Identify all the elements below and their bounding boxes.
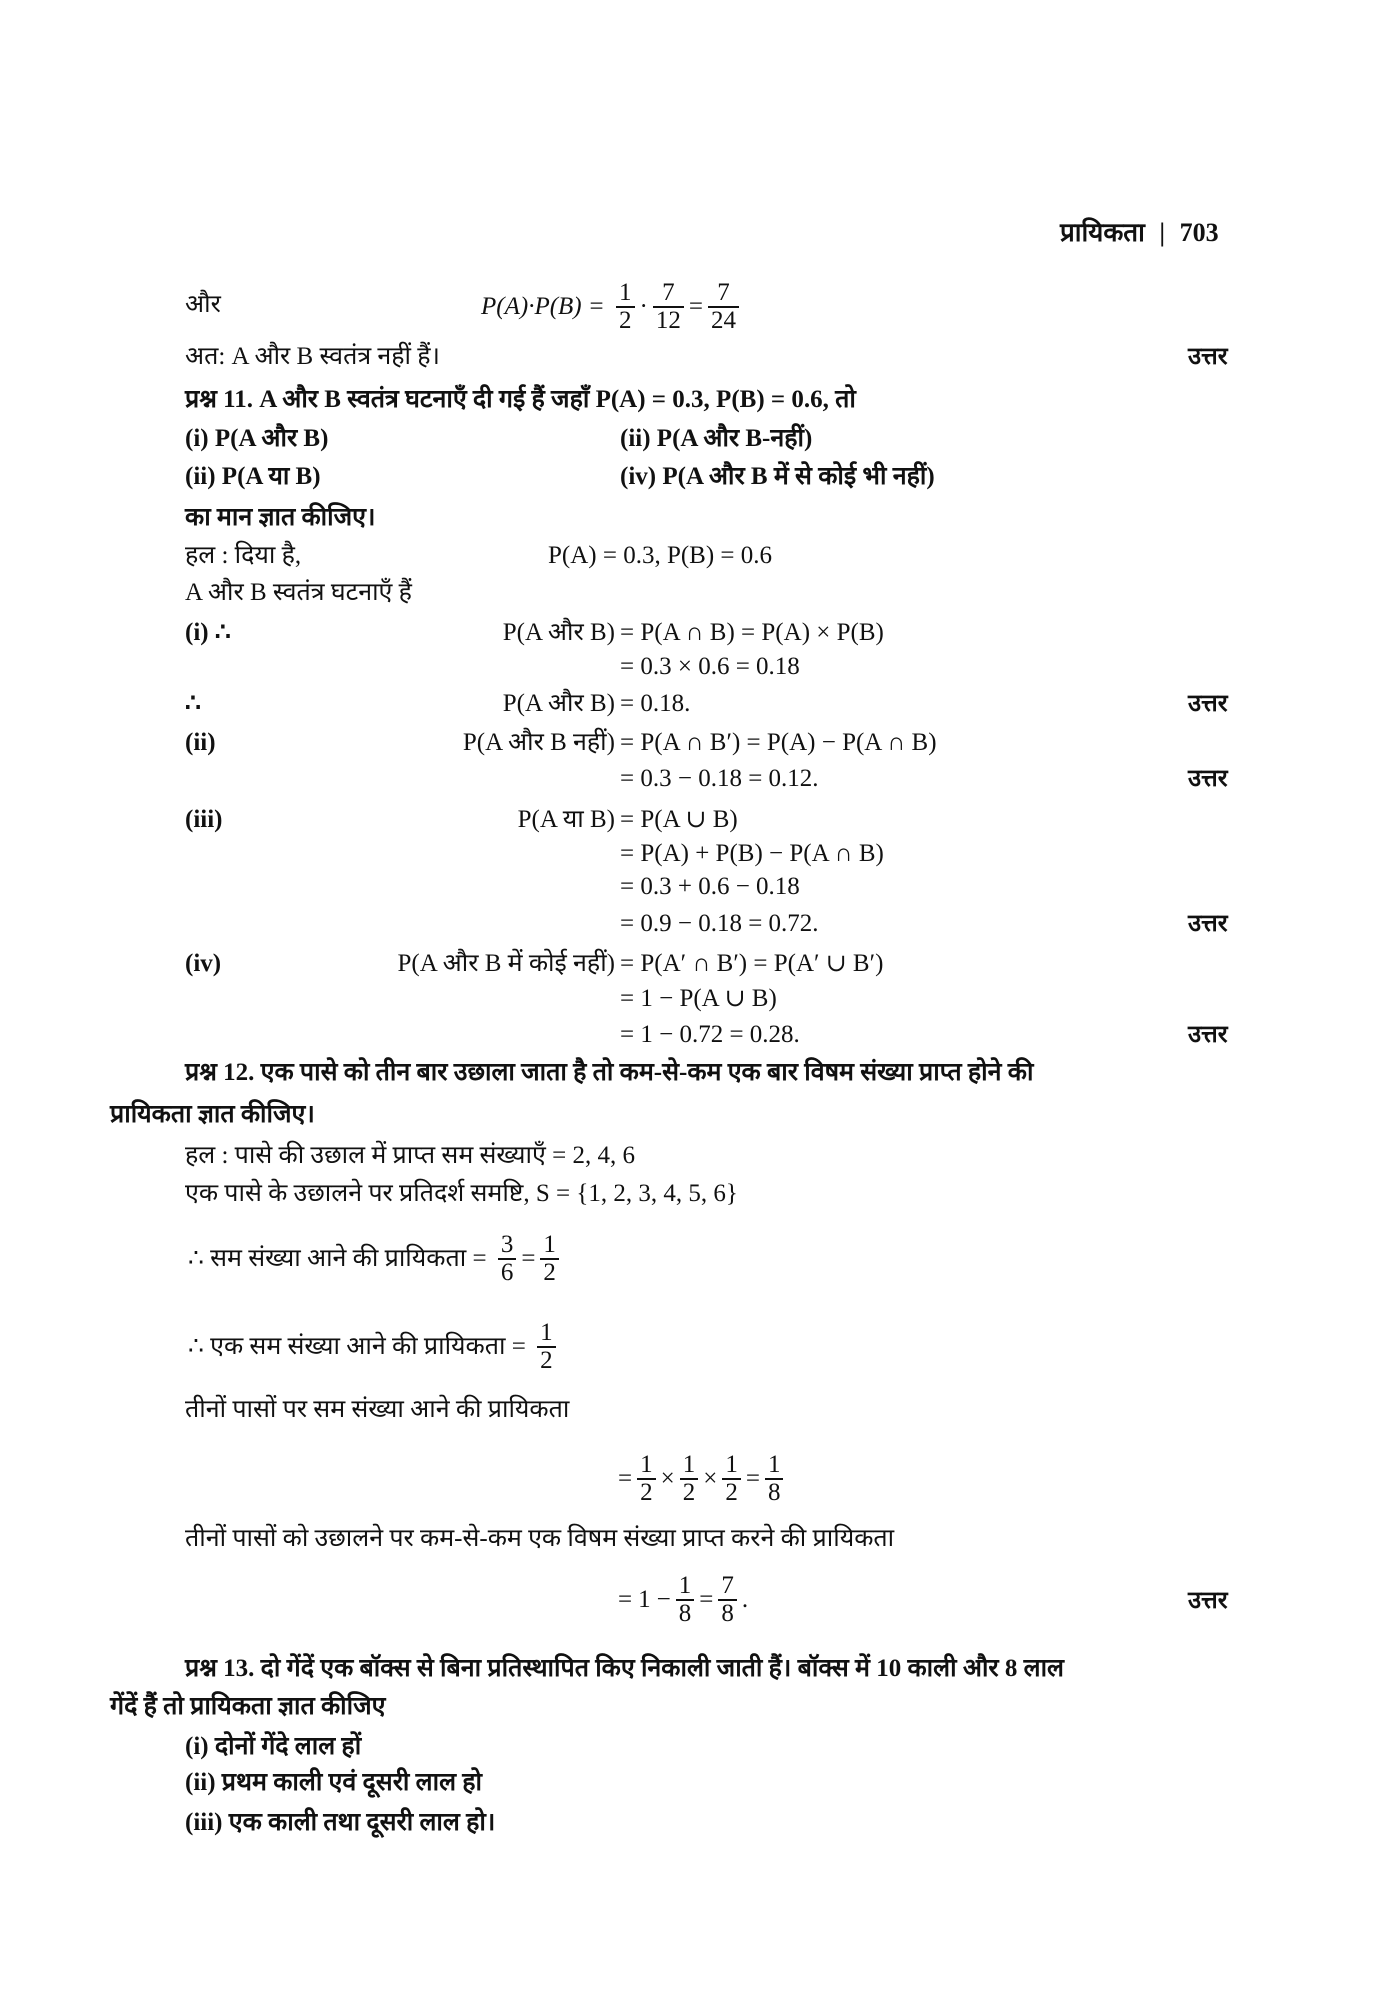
fraction: $\frac{1}{8}$ <box>765 1452 784 1506</box>
prev-and-label: और <box>185 291 221 318</box>
q13-title-line1: प्रश्न 13. दो गेंदें एक बॉक्स से बिना प्रतिस्थापित किए निकाली जाती हैं। बॉक्स में 10 काली और 8 लाल <box>185 1655 1065 1682</box>
step-rhs: = 0.3 + 0.6 − 0.18 <box>620 873 800 900</box>
step-tag: (iv) <box>185 950 222 977</box>
answer-label: उत्तर <box>1188 691 1228 717</box>
fraction: $\frac{3}{6}$ <box>498 1232 517 1286</box>
q11-part-iii: (ii) P(A या B) <box>185 463 321 490</box>
step-tag: (i) ∴ <box>185 619 231 646</box>
header-separator: | <box>1159 218 1166 247</box>
q11-solution-label: हल : दिया है, <box>185 542 302 569</box>
step-rhs: = 0.3 − 0.18 = 0.12. <box>620 765 819 792</box>
q11-part-i: (i) P(A और B) <box>185 425 329 452</box>
q12-final-result: = 1 − $\frac{1}{8}$ = $\frac{7}{8}$ . <box>618 1572 749 1627</box>
prev-product-equation: P(A)·P(B) = $\frac{1}{2}$ · $\frac{7}{12}$ = $\frac{7}{24}$ <box>478 280 741 334</box>
answer-label: उत्तर <box>1188 766 1228 792</box>
fraction: $\frac{1}{2}$ <box>537 1320 556 1374</box>
q12-one-even-probability <box>185 1320 558 1374</box>
q13-part-ii: (ii) प्रथम काली एवं दूसरी लाल हो <box>185 1769 483 1796</box>
q13-part-iii: (iii) एक काली तथा दूसरी लाल हो। <box>185 1809 496 1836</box>
q12-at-least-odd-label: तीनों पासों को उछालने पर कम-से-कम एक विषम संख्या प्राप्त करने की प्रायिकता <box>185 1525 895 1552</box>
step-tag: ∴ <box>185 690 201 717</box>
answer-label: उत्तर <box>1188 1022 1228 1048</box>
q11-independent-note: A और B स्वतंत्र घटनाएँ हैं <box>185 579 412 606</box>
step-tag: (iii) <box>185 806 223 833</box>
fraction: $\frac{1}{2}$ <box>722 1452 741 1506</box>
step-rhs: = 0.3 × 0.6 = 0.18 <box>620 653 800 680</box>
q12-all-even-product: = $\frac{1}{2}$ × $\frac{1}{2}$ × $\frac{1}{2}$ = $\frac{1}{8}$ <box>615 1452 785 1506</box>
fraction: $\frac{1}{8}$ <box>676 1573 695 1627</box>
q13-title-line2: गेंदें हैं तो प्रायिकता ज्ञात कीजिए <box>110 1693 386 1720</box>
chapter-title: प्रायिकता <box>1060 218 1145 247</box>
answer-label: उत्तर <box>1188 1588 1228 1614</box>
step-lhs: P(A और B) <box>502 690 615 717</box>
answer-label: उत्तर <box>1188 344 1228 370</box>
q12-solution-line2: एक पासे के उछालने पर प्रतिदर्श समष्टि, S = {1, 2, 3, 4, 5, 6} <box>185 1180 738 1207</box>
q12-solution-line1: हल : पासे की उछाल में प्राप्त सम संख्याएँ = 2, 4, 6 <box>185 1142 635 1169</box>
step-rhs: = 1 − 0.72 = 0.28. <box>620 1021 800 1048</box>
step-rhs: = P(A) + P(B) − P(A ∩ B) <box>620 840 884 867</box>
q11-part-ii: (ii) P(A और B-नहीं) <box>620 425 813 452</box>
q13-part-i: (i) दोनों गेंदे लाल हों <box>185 1733 362 1760</box>
step-rhs: = P(A ∪ B) <box>620 806 738 833</box>
step-rhs: = P(A ∩ B) = P(A) × P(B) <box>620 619 884 646</box>
step-rhs: = 0.9 − 0.18 = 0.72. <box>620 910 819 937</box>
q12-title-line2: प्रायिकता ज्ञात कीजिए। <box>110 1101 315 1128</box>
step-lhs: P(A या B) <box>517 806 615 833</box>
fraction: $\frac{1}{2}$ <box>680 1452 699 1506</box>
step-lhs: P(A और B) <box>502 619 615 646</box>
equation-lhs: P(A)·P(B) = <box>481 293 605 320</box>
fraction: $\frac{1}{2}$ <box>637 1452 656 1506</box>
step-tag: (ii) <box>185 729 216 756</box>
fraction: $\frac{7}{8}$ <box>718 1573 737 1627</box>
q12-even-probability: ∴ सम संख्या आने की प्रायिकता = $\frac{3}{6}$ = $\frac{1}{2}$ <box>185 1232 561 1286</box>
step-rhs: = 0.18. <box>620 690 691 717</box>
label: ∴ सम संख्या आने की प्रायिकता = <box>188 1245 487 1272</box>
fraction: $\frac{1}{2}$ <box>616 280 635 334</box>
step-rhs: = P(A′ ∩ B′) = P(A′ ∪ B′) <box>620 950 884 977</box>
q11-title: प्रश्न 11. A और B स्वतंत्र घटनाएँ दी गई हैं जहाँ P(A) = 0.3, P(B) = 0.6, तो <box>185 386 856 413</box>
step-lhs: P(A और B में कोई नहीं) <box>397 950 615 977</box>
q12-title-line1: प्रश्न 12. एक पासे को तीन बार उछाला जाता है तो कम-से-कम एक बार विषम संख्या प्राप्त होने की <box>185 1059 1034 1086</box>
fraction: $\frac{7}{12}$ <box>653 280 684 334</box>
q12-all-even-label: तीनों पासों पर सम संख्या आने की प्रायिकता <box>185 1396 570 1423</box>
prev-conclusion: अत: A और B स्वतंत्र नहीं हैं। <box>185 343 440 370</box>
q11-ask: का मान ज्ञात कीजिए। <box>185 504 376 531</box>
running-header <box>1060 218 1219 248</box>
step-lhs: P(A और B नहीं) <box>462 729 615 756</box>
q11-given: P(A) = 0.3, P(B) = 0.6 <box>548 542 773 569</box>
q11-part-iv: (iv) P(A और B में से कोई भी नहीं) <box>620 463 935 490</box>
step-rhs: = 1 − P(A ∪ B) <box>620 985 777 1012</box>
page-number: 703 <box>1179 218 1219 247</box>
label: ∴ एक सम संख्या आने की प्रायिकता = <box>188 1333 526 1360</box>
step-rhs: = P(A ∩ B′) = P(A) − P(A ∩ B) <box>620 729 937 756</box>
answer-label: उत्तर <box>1188 911 1228 937</box>
fraction: $\frac{7}{24}$ <box>708 280 739 334</box>
fraction: $\frac{1}{2}$ <box>540 1232 559 1286</box>
